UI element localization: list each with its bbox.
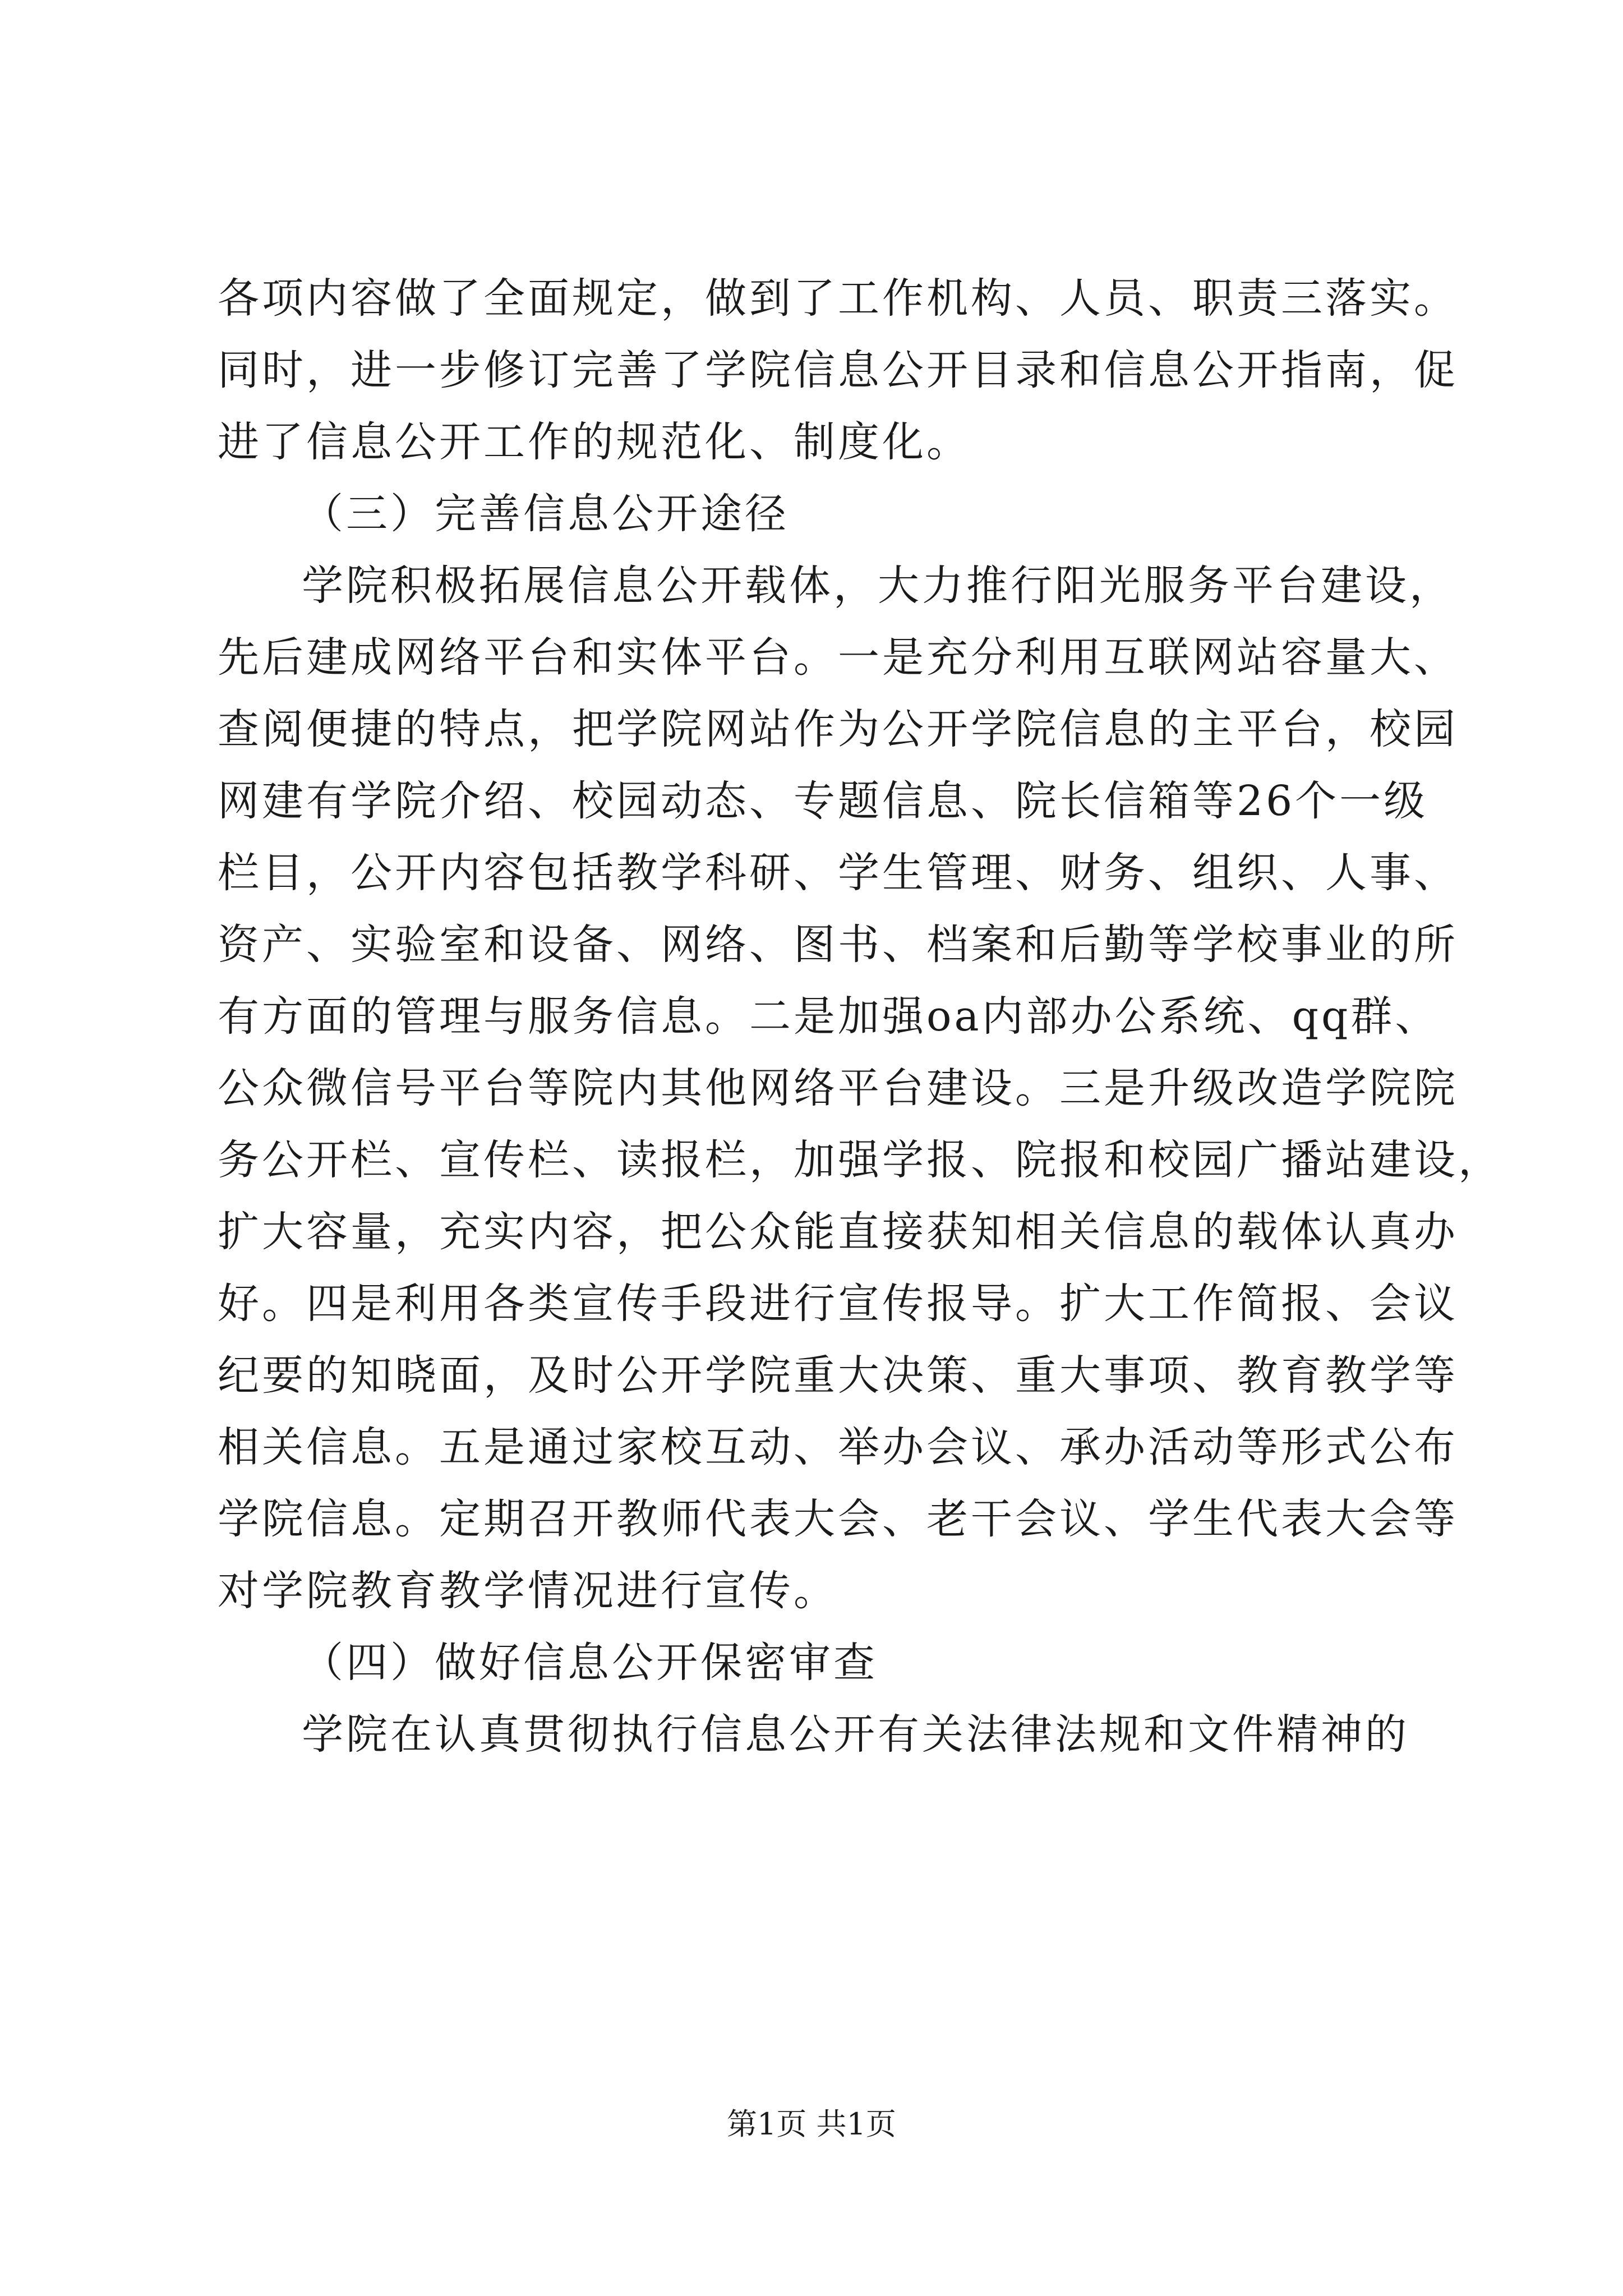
text-line: 务公开栏、宣传栏、读报栏，加强学报、院报和校园广播站建设， xyxy=(218,1136,1502,1184)
text-line: 有方面的管理与服务信息。二是加强oa内部办公系统、qq群、 xyxy=(218,992,1440,1041)
text-line: 查阅便捷的特点，把学院网站作为公开学院信息的主平台，校园 xyxy=(218,705,1458,753)
text-line: 扩大容量，充实内容，把公众能直接获知相关信息的载体认真办 xyxy=(218,1208,1458,1256)
text-line: 对学院教育教学情况进行宣传。 xyxy=(218,1567,838,1615)
text-line: 同时，进一步修订完善了学院信息公开目录和信息公开指南，促 xyxy=(218,346,1458,394)
text-line: 公众微信号平台等院内其他网络平台建设。三是升级改造学院院 xyxy=(218,1064,1458,1112)
text-line: 学院信息。定期召开教师代表大会、老干会议、学生代表大会等 xyxy=(218,1495,1458,1543)
text-line: 网建有学院介绍、校园动态、专题信息、院长信箱等26个一级 xyxy=(218,777,1428,825)
page-footer: 第1页 共1页 xyxy=(727,2106,896,2142)
text-line: 相关信息。五是通过家校互动、举办会议、承办活动等形式公布 xyxy=(218,1423,1458,1471)
text-line: 先后建成网络平台和实体平台。一是充分利用互联网站容量大、 xyxy=(218,633,1458,682)
section-heading: （四）做好信息公开保密审查 xyxy=(302,1639,878,1687)
paragraph-first-line: 学院积极拓展信息公开载体，大力推行阳光服务平台建设， xyxy=(302,562,1454,610)
text-line: 纪要的知晓面，及时公开学院重大决策、重大事项、教育教学等 xyxy=(218,1351,1458,1400)
text-line: 栏目，公开内容包括教学科研、学生管理、财务、组织、人事、 xyxy=(218,849,1458,897)
text-line: 进了信息公开工作的规范化、制度化。 xyxy=(218,418,971,466)
document-body xyxy=(218,263,1502,1770)
text-line: 各项内容做了全面规定，做到了工作机构、人员、职责三落实。 xyxy=(218,274,1458,323)
text-line: 好。四是利用各类宣传手段进行宣传报导。扩大工作简报、会议 xyxy=(218,1280,1458,1328)
section-heading: （三）完善信息公开途径 xyxy=(302,490,789,538)
text-line: 资产、实验室和设备、网络、图书、档案和后勤等学校事业的所 xyxy=(218,921,1458,969)
paragraph-first-line: 学院在认真贯彻执行信息公开有关法律法规和文件精神的 xyxy=(302,1710,1409,1759)
